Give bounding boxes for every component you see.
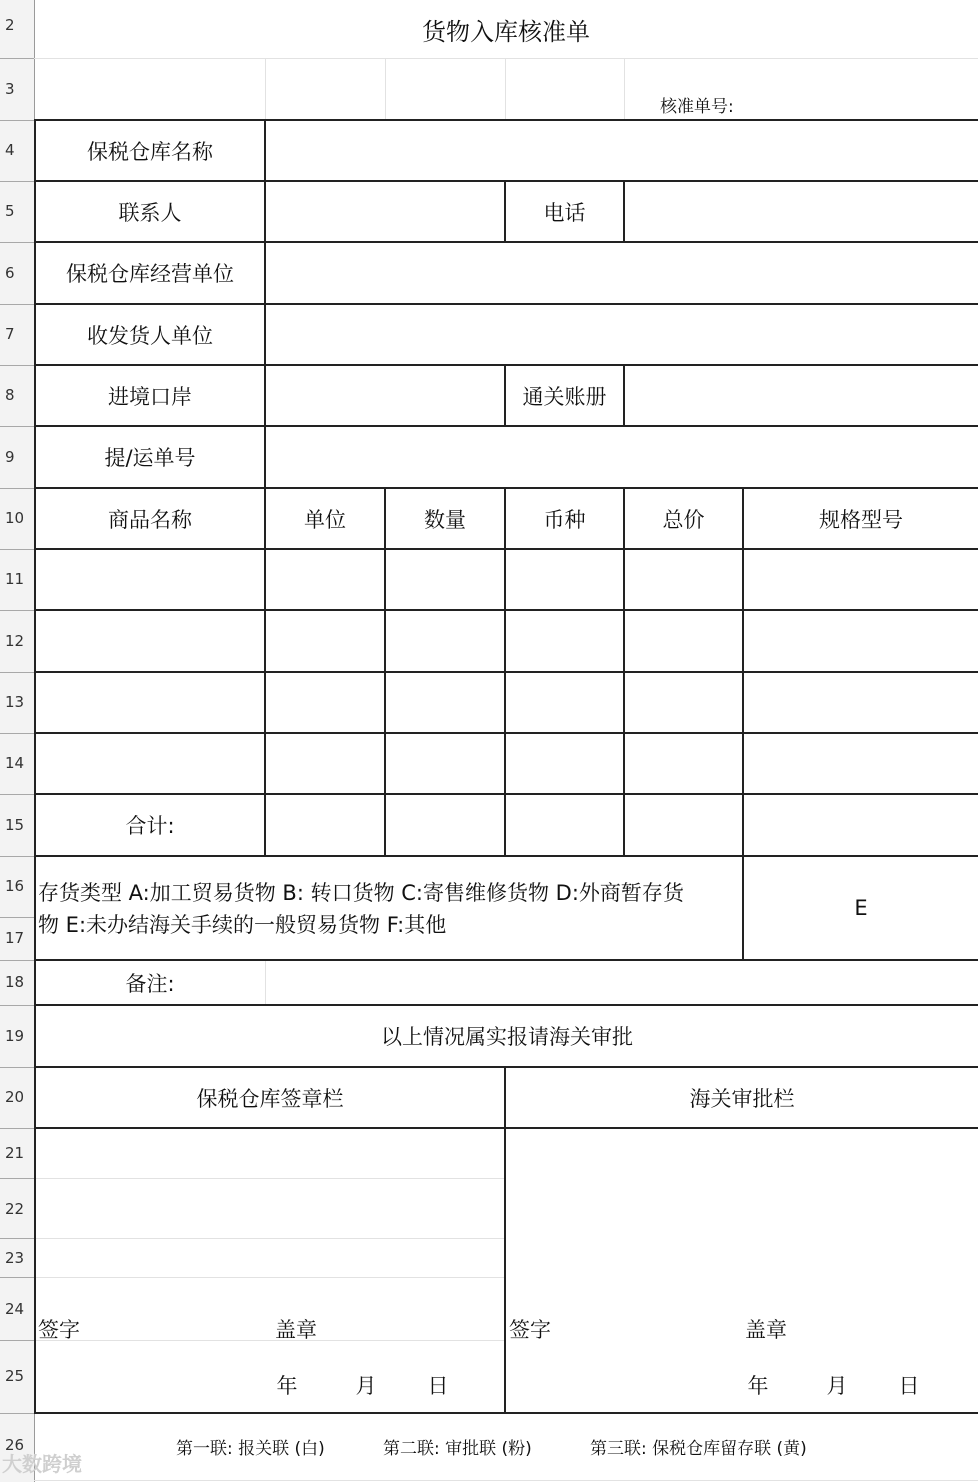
goods-type-value[interactable]: E bbox=[854, 896, 868, 920]
row-number: 4 bbox=[5, 141, 15, 159]
warehouse-name-field[interactable] bbox=[266, 121, 978, 180]
column-header-quantity: 数量 bbox=[424, 507, 466, 532]
remarks-field[interactable] bbox=[266, 961, 978, 1004]
copy-1-label: 第一联: 报关联 (白) bbox=[176, 1438, 325, 1459]
customs-year-label: 年 bbox=[747, 1374, 769, 1398]
total-label: 合计: bbox=[125, 814, 175, 838]
customs-approval-header: 海关审批栏 bbox=[689, 1086, 795, 1111]
row-number: 6 bbox=[5, 264, 15, 282]
customs-book-field[interactable] bbox=[625, 366, 978, 425]
goods-row[interactable] bbox=[36, 550, 978, 609]
operator-field[interactable] bbox=[266, 243, 978, 303]
bill-no-label: 提/运单号 bbox=[104, 446, 196, 470]
row-number: 15 bbox=[5, 816, 25, 834]
warehouse-seal-header: 保税仓库签章栏 bbox=[196, 1086, 344, 1111]
watermark-logo: 大数跨境 bbox=[2, 1452, 82, 1476]
goods-type-description bbox=[38, 877, 738, 941]
port-field[interactable] bbox=[266, 366, 504, 425]
column-header-product-name: 商品名称 bbox=[108, 507, 192, 532]
customs-month-label: 月 bbox=[826, 1374, 848, 1398]
customs-sign-label: 签字 bbox=[509, 1318, 551, 1342]
row-number: 3 bbox=[5, 80, 15, 98]
row-number: 24 bbox=[5, 1300, 25, 1318]
consignee-label: 收发货人单位 bbox=[87, 323, 213, 348]
phone-field[interactable] bbox=[625, 182, 978, 241]
row-number: 16 bbox=[5, 877, 25, 895]
row-number: 11 bbox=[5, 570, 25, 588]
row-number: 2 bbox=[5, 16, 15, 34]
row-number: 23 bbox=[5, 1249, 25, 1267]
approval-no-label: 核准单号: bbox=[660, 96, 734, 117]
row-number: 19 bbox=[5, 1027, 25, 1045]
declaration-text: 以上情况属实报请海关审批 bbox=[381, 1025, 633, 1049]
row-number: 25 bbox=[5, 1367, 25, 1385]
warehouse-year-label: 年 bbox=[276, 1374, 298, 1398]
operator-label: 保税仓库经营单位 bbox=[66, 262, 234, 286]
copy-2-label: 第二联: 审批联 (粉) bbox=[383, 1438, 532, 1459]
row-number: 9 bbox=[5, 448, 15, 466]
row-number: 17 bbox=[5, 929, 25, 947]
row-number: 21 bbox=[5, 1144, 25, 1162]
port-label: 进境口岸 bbox=[108, 384, 192, 409]
customs-day-label: 日 bbox=[898, 1374, 920, 1398]
column-header-currency: 币种 bbox=[543, 507, 586, 532]
row-number: 14 bbox=[5, 754, 25, 772]
goods-row[interactable] bbox=[36, 611, 978, 671]
row-number: 26 bbox=[5, 1436, 25, 1454]
row-number: 5 bbox=[5, 202, 15, 220]
column-header-spec-model: 规格型号 bbox=[819, 507, 903, 532]
row-header-column bbox=[0, 0, 35, 1482]
column-header-unit: 单位 bbox=[304, 507, 346, 532]
goods-type-line-2: 物 E:未办结海关手续的一般贸易货物 F:其他 bbox=[38, 913, 447, 937]
row-number: 18 bbox=[5, 973, 25, 991]
row-number: 12 bbox=[5, 632, 25, 650]
copy-3-label: 第三联: 保税仓库留存联 (黄) bbox=[590, 1438, 807, 1459]
goods-row[interactable] bbox=[36, 673, 978, 732]
warehouse-name-label: 保税仓库名称 bbox=[87, 139, 213, 164]
remarks-label: 备注: bbox=[125, 971, 175, 996]
goods-row[interactable] bbox=[36, 734, 978, 793]
customs-seal-label: 盖章 bbox=[745, 1318, 787, 1342]
goods-type-line-1: 存货类型 A:加工贸易货物 B: 转口货物 C:寄售维修货物 D:外商暂存货 bbox=[38, 881, 684, 905]
warehouse-sign-label: 签字 bbox=[38, 1318, 80, 1342]
row-number: 10 bbox=[5, 509, 25, 527]
warehouse-seal-label: 盖章 bbox=[275, 1318, 317, 1342]
consignee-field[interactable] bbox=[266, 305, 978, 364]
column-header-total-price: 总价 bbox=[662, 507, 705, 532]
contact-label: 联系人 bbox=[118, 200, 182, 225]
form-title: 货物入库核准单 bbox=[422, 17, 590, 46]
phone-label: 电话 bbox=[543, 200, 586, 225]
row-number: 7 bbox=[5, 325, 15, 343]
warehouse-month-label: 月 bbox=[355, 1374, 377, 1398]
row-number: 8 bbox=[5, 386, 15, 404]
customs-book-label: 通关账册 bbox=[522, 384, 607, 409]
row-number: 22 bbox=[5, 1200, 25, 1218]
warehouse-day-label: 日 bbox=[427, 1374, 449, 1398]
contact-field[interactable] bbox=[266, 182, 504, 241]
row-number: 13 bbox=[5, 693, 25, 711]
bill-no-field[interactable] bbox=[266, 427, 978, 487]
row-number: 20 bbox=[5, 1088, 25, 1106]
